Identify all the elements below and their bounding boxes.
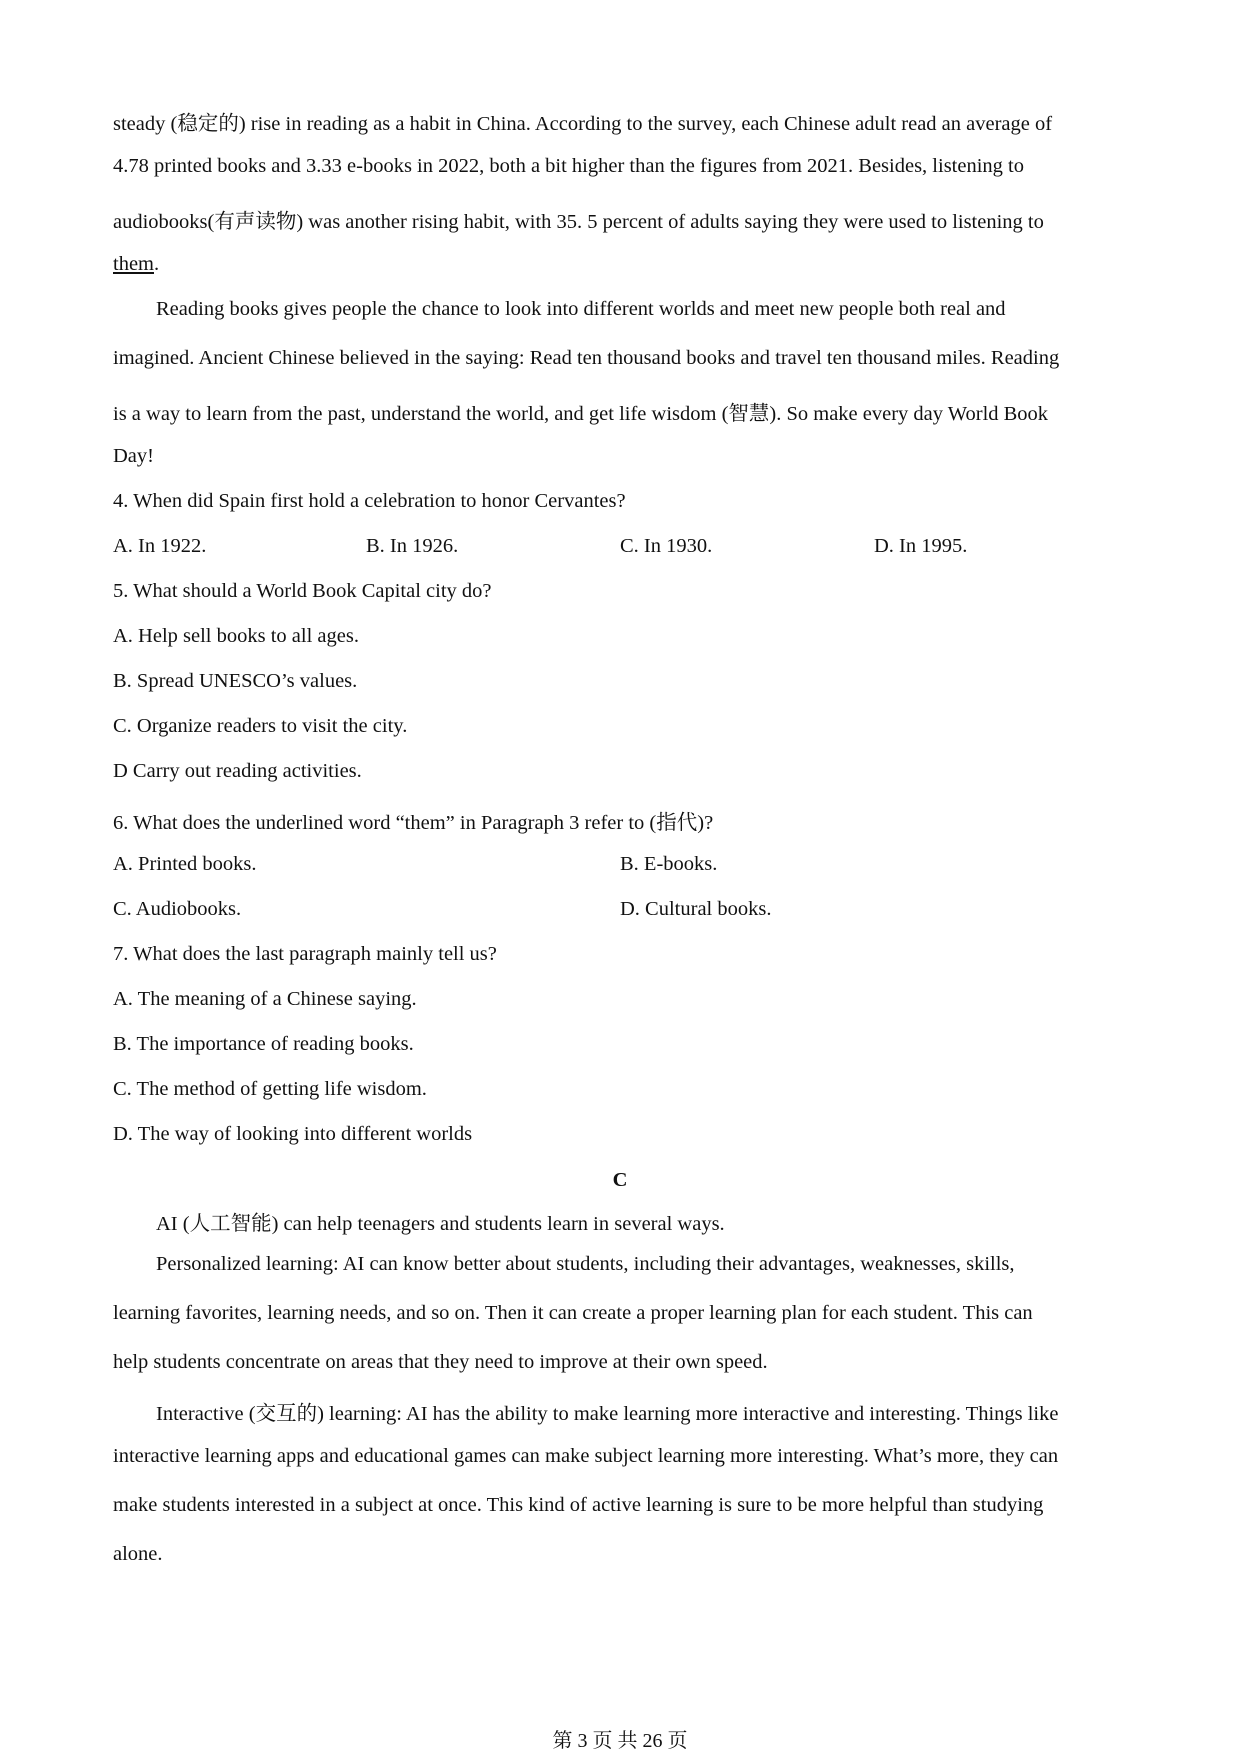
text-line: audiobooks(有声读物) was another rising habit, with 35. 5 percent of adults saying they were used to listening to: [113, 211, 1044, 233]
option-a: A. Help sell books to all ages.: [113, 625, 359, 647]
text-line: Personalized learning: AI can know better about students, including their advantages, weaknesses, skills,: [156, 1253, 1015, 1275]
section-heading: C: [612, 1169, 628, 1191]
text-line: make students interested in a subject at once. This kind of active learning is sure to be more helpful than studying: [113, 1494, 1044, 1516]
option-b: B. Spread UNESCO’s values.: [113, 670, 358, 692]
text-line: alone.: [113, 1543, 163, 1565]
page-footer: 第 3 页 共 26 页: [552, 1730, 688, 1752]
text-line: Reading books gives people the chance to look into different worlds and meet new people both real and: [156, 298, 1006, 320]
option-b: B. In 1926.: [366, 535, 459, 557]
option-b: B. E-books.: [620, 853, 718, 875]
question-stem: 4. When did Spain first hold a celebration to honor Cervantes?: [113, 490, 626, 512]
option-a: A. The meaning of a Chinese saying.: [113, 988, 417, 1010]
option-c: C. The method of getting life wisdom.: [113, 1078, 427, 1100]
question-stem: 6. What does the underlined word “them” in Paragraph 3 refer to (指代)?: [113, 812, 714, 834]
option-c: C. Organize readers to visit the city.: [113, 715, 408, 737]
question-stem: 7. What does the last paragraph mainly tell us?: [113, 943, 497, 965]
question-stem: 5. What should a World Book Capital city do?: [113, 580, 492, 602]
period: .: [154, 253, 160, 275]
text-line: help students concentrate on areas that they need to improve at their own speed.: [113, 1351, 768, 1373]
text-line: Interactive (交互的) learning: AI has the ability to make learning more interactive and interesting. Things like: [156, 1403, 1059, 1425]
text-line: Day!: [113, 445, 154, 467]
option-b: B. The importance of reading books.: [113, 1033, 414, 1055]
option-c: C. In 1930.: [620, 535, 713, 557]
text-line: is a way to learn from the past, understand the world, and get life wisdom (智慧). So make every day World Book: [113, 403, 1049, 425]
text-line: learning favorites, learning needs, and so on. Then it can create a proper learning plan for each student. This can: [113, 1302, 1033, 1324]
text-line: 4.78 printed books and 3.33 e-books in 2022, both a bit higher than the figures from 2021. Besides, listening to: [113, 155, 1024, 177]
option-d: D. Cultural books.: [620, 898, 772, 920]
option-c: C. Audiobooks.: [113, 898, 242, 920]
underlined-word-them: them: [113, 253, 154, 275]
option-a: A. Printed books.: [113, 853, 257, 875]
text-line: [113, 253, 159, 276]
option-d: D. The way of looking into different worlds: [113, 1123, 473, 1145]
text-line: imagined. Ancient Chinese believed in the saying: Read ten thousand books and travel ten thousand miles. Reading: [113, 347, 1060, 369]
option-d: D. In 1995.: [874, 535, 968, 557]
text-line: steady (稳定的) rise in reading as a habit in China. According to the survey, each Chinese adult read an average of: [113, 113, 1053, 135]
option-a: A. In 1922.: [113, 535, 207, 557]
text-line: interactive learning apps and educational games can make subject learning more interesting. What’s more, they can: [113, 1445, 1059, 1467]
text-line: AI (人工智能) can help teenagers and students learn in several ways.: [156, 1213, 725, 1235]
option-d: D Carry out reading activities.: [113, 760, 362, 782]
